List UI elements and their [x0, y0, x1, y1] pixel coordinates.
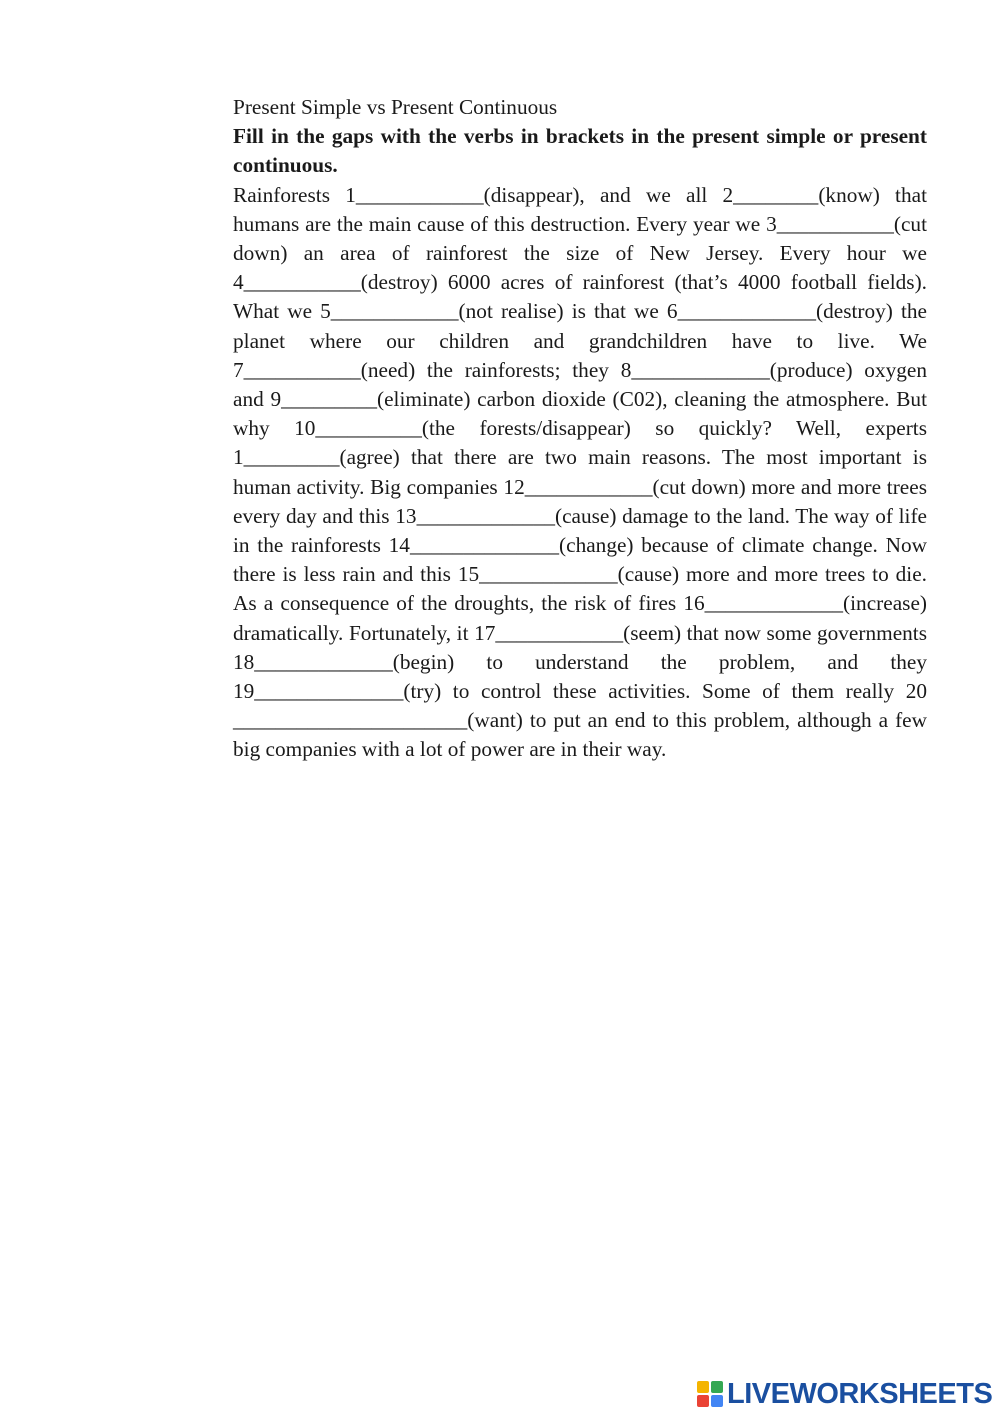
logo-square-yellow: [697, 1381, 709, 1393]
worksheet-exercise-text: Rainforests 1____________(disappear), and we all 2________(know) that humans are the main cause of this destruction. Every year we 3___________(cut down) an area of rainforest the size of New Jersey. Every hour we 4___________(destroy) 6000 acres of rainforest (that’s 4000 football fields). What we 5____________(not realise) is that we 6_____________(destroy) the planet where our children and grandchildren have to live. We 7___________(need) the rainforests; they 8_____________(produce) oxygen and 9_________(eliminate) carbon dioxide (C02), cleaning the atmosphere. But why 10__________(the forests/disappear) so quickly? Well, experts 1_________(agree) that there are two main reasons. The most important is human activity. Big companies 12____________(cut down) more and more trees every day and this 13_____________(cause) damage to the land. The way of life in the rainforests 14______________(change) because of climate change. Now there is less rain and this 15_____________(cause) more and more trees to die. As a consequence of the droughts, the risk of fires 16_____________(increase) dramatically. Fortunately, it 17____________(seem) that now some governments 18_____________(begin) to understand the problem, and they 19______________(try) to control these activities. Some of them really 20 ______________________(want) to put an end to this problem, although a few big companies with a lot of power are in their way.: [233, 182, 927, 762]
logo-square-red: [697, 1395, 709, 1407]
worksheet-title: Present Simple vs Present Continuous: [233, 95, 558, 119]
worksheet-instruction: Fill in the gaps with the verbs in brackets in the present simple or present continuous.: [233, 124, 927, 178]
liveworksheets-logo-icon: [697, 1381, 723, 1407]
liveworksheets-logo: [697, 1378, 992, 1410]
logo-square-blue: [711, 1395, 723, 1407]
logo-wordmark: LIVEWORKSHEETS: [727, 1378, 993, 1410]
logo-square-green: [711, 1381, 723, 1393]
worksheet-content: [233, 93, 927, 765]
